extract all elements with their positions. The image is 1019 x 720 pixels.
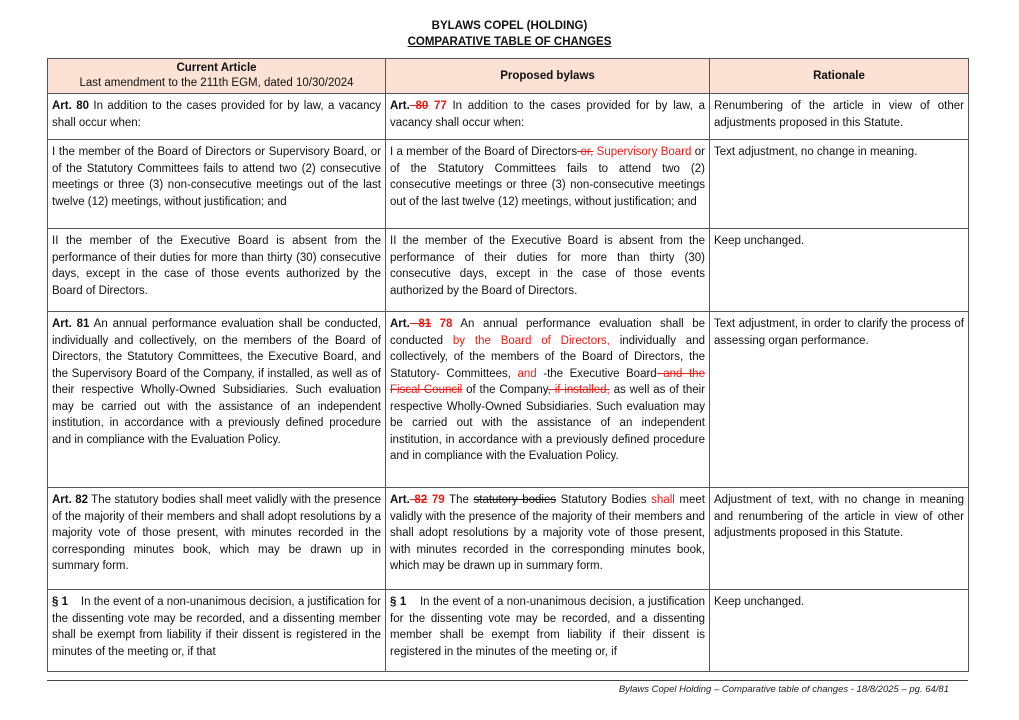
current-cell — [48, 488, 386, 590]
article-label: Art. 80 — [52, 100, 89, 112]
proposed-cell — [386, 488, 710, 590]
proposed-cell — [386, 590, 710, 672]
deleted-number: 82 — [409, 494, 428, 506]
rationale-cell: Adjustment of text, with no change in meaning and renumbering of the article in view of other adjustments proposed in this Statute. — [710, 488, 969, 590]
deleted-text: , if installed, — [547, 384, 610, 396]
header-current-subtitle: Last amendment to the 211th EGM, dated 10/30/2024 — [79, 77, 354, 89]
article-label: Art. 82 — [52, 494, 88, 506]
header-current-article — [48, 59, 386, 94]
article-text: of the Company — [462, 384, 548, 396]
article-text: as well as of their respective Wholly-Owned Subsidiaries. Such evaluation may be carried out with the assistance of an independent institution, in accordance with a previously defined procedure and in compliance with the Evaluation Policy. — [390, 384, 706, 462]
proposed-cell — [386, 312, 710, 488]
deleted-text: or, — [577, 146, 594, 158]
article-text: meet validly with the presence of the majority of their members and shall adopt resolutions by a majority vote of those present, with minutes recorded in the corresponding minutes book, which may be drawn up in summary form. — [390, 494, 705, 572]
rationale-cell: Keep unchanged. — [710, 229, 969, 312]
article-text: -the Executive Board — [536, 367, 657, 380]
table-row — [48, 590, 969, 672]
inserted-number: 77 — [428, 100, 447, 112]
table-row — [48, 140, 969, 229]
page-footer: Bylaws Copel Holding – Comparative table of changes - 18/8/2025 – pg. 64/81 — [618, 684, 949, 695]
table-header-row — [48, 59, 969, 94]
inserted-number: 78 — [431, 318, 453, 330]
table-row — [48, 229, 969, 312]
deleted-number: 80 — [409, 100, 429, 112]
document-title: BYLAWS COPEL (HOLDING) — [431, 20, 588, 32]
article-label: Art. — [390, 100, 410, 112]
inserted-text: Supervisory Board — [593, 146, 692, 158]
table-row — [48, 312, 969, 488]
footer-divider — [47, 680, 968, 681]
article-text: Statutory Bodies — [556, 494, 652, 506]
article-text: individually and collectively, of the members of the Board of Directors, the Statutory- Committees, — [390, 334, 705, 380]
article-label: Art. — [390, 494, 410, 506]
article-text: or of the Statutory Committees fails to attend two (2) consecutive meetings or three (3) non-consecutive meetings out of the last twelve (12) meetings, without justification; and — [390, 146, 706, 208]
current-cell — [48, 590, 386, 672]
table-row — [48, 94, 969, 140]
rationale-cell: Text adjustment, in order to clarify the process of assessing organ performance. — [710, 312, 969, 488]
article-text: An annual performance evaluation shall be conducted — [390, 318, 705, 347]
article-text: In addition to the cases provided for by law, a vacancy shall occur when: — [52, 100, 381, 129]
inserted-number: 79 — [427, 494, 445, 506]
proposed-cell: II the member of the Executive Board is absent from the performance of their duties for more than thirty (30) consecutive days, except in the case of those events authorized by the Board of Directors. — [386, 229, 710, 312]
article-text: The — [444, 494, 474, 506]
article-text: The statutory bodies shall meet validly with the presence of the majority of their members and shall adopt resolutions by a majority vote of those present, with minutes recorded in the corresponding minutes book, which may be drawn up in summary form. — [52, 494, 381, 572]
article-text: An annual performance evaluation shall be conducted, individually and collectively, on the members of the Board of Directors, the Statutory Committees, the Executive Board, and the Supervisory Board of the Company, if installed, as well as of their respective Wholly-Owned Subsidiaries. Such evaluation may be carried out with the assistance of an independent institution, in accordance with a previously defined procedure and in compliance with the Evaluation Policy. — [52, 318, 382, 446]
inserted-text: by the Board of Directors, — [452, 334, 610, 347]
rationale-cell: Keep unchanged. — [710, 590, 969, 672]
document-title-block — [0, 18, 1019, 50]
comparative-table — [47, 58, 969, 672]
inserted-text: shall — [651, 494, 675, 506]
article-text: In the event of a non-unanimous decision, a justification for the dissenting vote may be recorded, and a dissenting member shall be exempt from liability if their dissent is registered in the minutes of the meeting or, if — [390, 596, 705, 658]
header-current-title: Current Article — [176, 62, 257, 74]
current-cell — [48, 312, 386, 488]
article-text: I a member of the Board of Directors — [390, 146, 578, 158]
header-rationale-title: Rationale — [813, 69, 865, 82]
proposed-cell — [386, 140, 710, 229]
deleted-text: statutory bodies — [473, 494, 557, 506]
proposed-cell — [386, 94, 710, 140]
header-rationale — [710, 59, 969, 94]
deleted-number: 81 — [409, 318, 432, 330]
header-proposed-bylaws — [386, 59, 710, 94]
current-cell: II the member of the Executive Board is absent from the performance of their duties for more than thirty (30) consecutive days, except in the case of those events authorized by the Board of Directors. — [48, 229, 386, 312]
article-text: In addition to the cases provided for by law, a vacancy shall occur when: — [390, 100, 705, 129]
article-label: Art. — [390, 318, 410, 330]
paragraph-label: § 1 — [52, 596, 69, 608]
rationale-cell: Text adjustment, no change in meaning. — [710, 140, 969, 229]
current-cell: I the member of the Board of Directors or Supervisory Board, or of the Statutory Committees fails to attend two (2) consecutive meetings or three (3) non-consecutive meetings out of the last twelve (12) meetings, without justification; and — [48, 140, 386, 229]
table-row — [48, 488, 969, 590]
article-text: In the event of a non-unanimous decision, a justification for the dissenting vote may be recorded, and a dissenting member shall be exempt from liability if their dissent is registered in the minutes of the meeting or, if that — [52, 596, 381, 658]
article-label: Art. 81 — [52, 318, 90, 330]
deleted-text: and the Fiscal Council — [390, 367, 705, 396]
header-proposed-title: Proposed bylaws — [500, 69, 595, 82]
current-cell — [48, 94, 386, 140]
inserted-text: and — [517, 367, 537, 380]
rationale-cell: Renumbering of the article in view of other adjustments proposed in this Statute. — [710, 94, 969, 140]
document-subtitle: COMPARATIVE TABLE OF CHANGES — [407, 36, 612, 48]
paragraph-label: § 1 — [390, 596, 407, 608]
